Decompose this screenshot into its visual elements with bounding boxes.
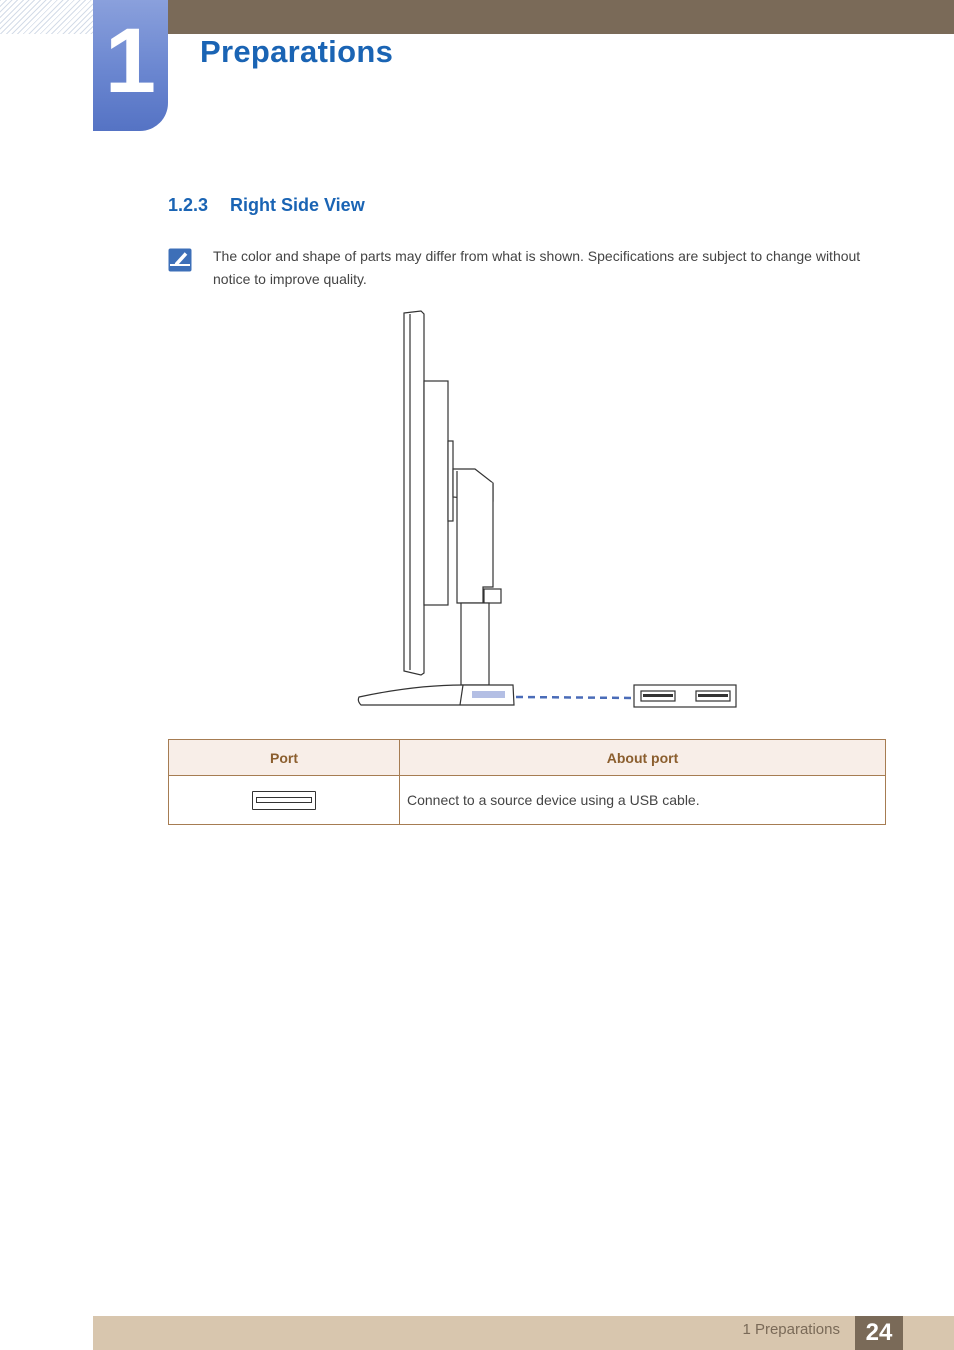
note-pencil-icon: [168, 248, 192, 272]
port-description: Connect to a source device using a USB cable.: [400, 776, 886, 825]
page-number: 24: [855, 1316, 903, 1350]
section-number: 1.2.3: [168, 195, 209, 215]
monitor-right-side-illustration: [355, 305, 745, 715]
column-header-port: Port: [169, 740, 400, 776]
table-header-row: [169, 740, 886, 776]
footer-chapter-label: 1 Preparations: [742, 1321, 840, 1338]
table-row: [169, 776, 886, 825]
usb-port-icon: [252, 791, 316, 810]
column-header-about-port: About port: [400, 740, 886, 776]
port-table: [168, 739, 886, 825]
header-bar: [93, 0, 954, 34]
section-title: Right Side View: [230, 195, 365, 215]
chapter-title: Preparations: [200, 34, 394, 69]
port-cell: [169, 776, 400, 825]
chapter-number: 1: [104, 10, 157, 112]
header-hatch-pattern: [0, 0, 93, 34]
section-heading: [168, 195, 365, 216]
note-text: The color and shape of parts may differ from what is shown. Specifications are subject to change without notice to improve quality.: [213, 248, 861, 287]
